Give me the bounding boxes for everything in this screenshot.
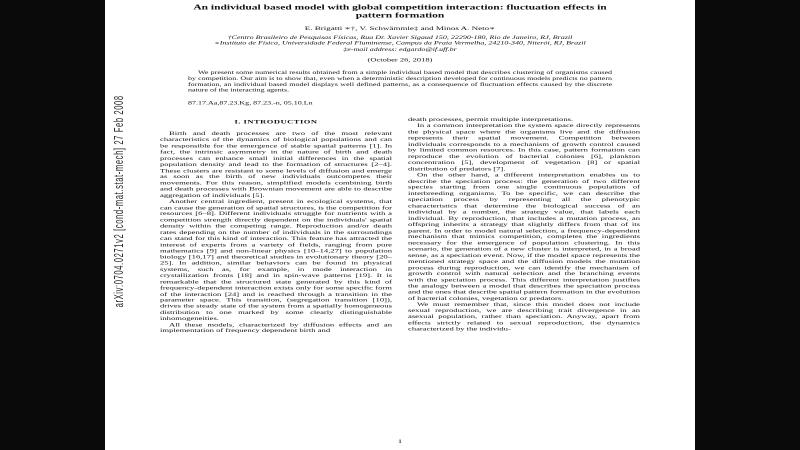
paragraph: death processes, permit multiple interpretations. [408, 116, 574, 123]
paragraph: All these models, characterized by diffusion effects and an implementation of frequency dependent birth and [160, 321, 392, 334]
authors-line: E. Brigatti ∗†, V. Schwämmle‡ and Minos A. Neto∗ [304, 25, 496, 32]
paragraph: On the other hand, a different interpretation enables us to describe the speciation process: the generation of two different species starting from one single continuous population of interbreeding organisms. To be specific, we can describe the speciation process by representing all the phenotypic characteristics that determine the biological success of an individual by a number, the strategy value, that labels each individual. By reproduction, that includes a mutation process, an offspring inherits a strategy that slightly differs from that of its parent. In order to model natural selection, a frequency-dependent mechanism that mimics competition, completes the ingredients necessary for the emergence of population clustering. In this scenario, the generation of a new cluster is interpreted, in a broad sense, as a speciation event. Now, if the model space represents the mentioned strategy space and the diffusion models the mutation process during reproduction, we can identify the mechanism of growth control with natural selection and the branching events with the speciation process. This different interpretation justifies the analogy between a model that describes the speciation process and the ones that describe spatial pattern formation in the evolution of bacterial colonies, vegetation or predators. [408, 171, 640, 302]
email-line: ‡e-mail address: edgardo@if.uff.br [343, 46, 457, 53]
paper-page [105, 0, 695, 450]
date-line: (October 26, 2018) [367, 56, 433, 63]
right-column [408, 116, 640, 334]
pacs-line: 87.17.Aa,87.23.Kg, 87.23.-n, 05.10.Ln [188, 100, 313, 106]
arxiv-watermark-text: arXiv:0704.0271v2 [cond-mat.stat-mech] 27 Feb 2008 [110, 95, 126, 308]
page-number: 1 [397, 438, 403, 444]
paragraph: We must remember that, since this model does not include sexual reproduction, we are describing trait divergence in an asexual population, rather than speciation. Anyway, apart from effects strictly related to sexual reproduction, the dynamics characterized by the individu- [408, 301, 640, 332]
affiliation-1: †Centro Brasileiro de Pesquisas Físicas, Rua Dr. Xavier Sigaud 150, 22290-180, Rio de Janeiro, RJ, Brazil [227, 34, 573, 40]
paragraph: Birth and death processes are two of the most relevant characteristics of the dynamics of biological populations and can be responsible for the emergence of stable spatial patterns [1]. In fact, the intrinsic asymmetry in the nature of birth and death processes can enhance small initial differences in the spatial population density and lead to the formation of structures [2–4]. These clusters are resistant to some levels of diffusion and emerge as soon as the birth of new individuals outcompetes their movements. For this reason, simplified models combining birth and death processes with Brownian movement are able to describe aggregation of individuals [5]. [160, 130, 392, 199]
paper-title: An individual based model with global competition interaction: fluctuation effects in pattern formation [193, 4, 607, 20]
two-column-body [160, 116, 640, 334]
paper-content [160, 4, 640, 334]
paragraph: Another central ingredient, present in ecological systems, that can cause the generation of spatial structures, is the competition for resources [6–8]. Different individuals struggle for nutrients with a competition strength directly dependent on the individuals' spatial density within the competing range. Reproduction and/or death rates depending on the number of individuals in the surroundings can stand for this kind of interaction. This feature has attracted the interest of experts from a variety of fields, ranging from pure mathematics [9] and non-linear physics [10–14,27] to population biology [16,17] and theoretical studies in evolutionary theory [20–25]. In addition, similar behaviors can be found in physical systems, such as, for example, in mode interaction in crystallization fronts [18] and in spin-wave patterns [19]. It is remarkable that the structured state generated by this kind of frequency-dependent interaction exists only for some specific form of the interaction [24] and is reached through a transition in the parameter space. This transition, (segregation transition [10]), drives the steady state of the system from a spatially homogeneous distribution to one marked by some clearly distinguishable inhomogeneities. [160, 198, 392, 322]
section-heading-introduction: I. INTRODUCTION [234, 118, 318, 125]
paper-page-content [105, 0, 695, 450]
affiliation-2: ∗Instituto de Física, Universidade Federal Fluminense, Campus da Praia Vermelha, 24210-340, Niterói, RJ, Brazil [214, 40, 586, 46]
paragraph: In a common interpretation the system space directly represents the physical space where the organisms live and the diffusion represents their spatial movement. Competition between individuals corresponds to a mechanism of growth control caused by limited common resources. In this case, pattern formation can reproduce the evolution of bacterial colonies [6], plankton concentration [5], development of vegetation [8] or spatial distribution of predators [7]. [408, 122, 640, 172]
left-column [160, 116, 392, 334]
abstract: We present some numerical results obtained from a simple individual based model that describes clustering of organisms caused by competition. Our aim is to show that, even when a deterministic description developed for continuous models predicts no pattern formation, an individual based model displays well defined patterns, as a consequence of fluctuation effects caused by the discrete nature of the interacting agents. [188, 69, 612, 93]
arxiv-watermark [108, 62, 128, 341]
